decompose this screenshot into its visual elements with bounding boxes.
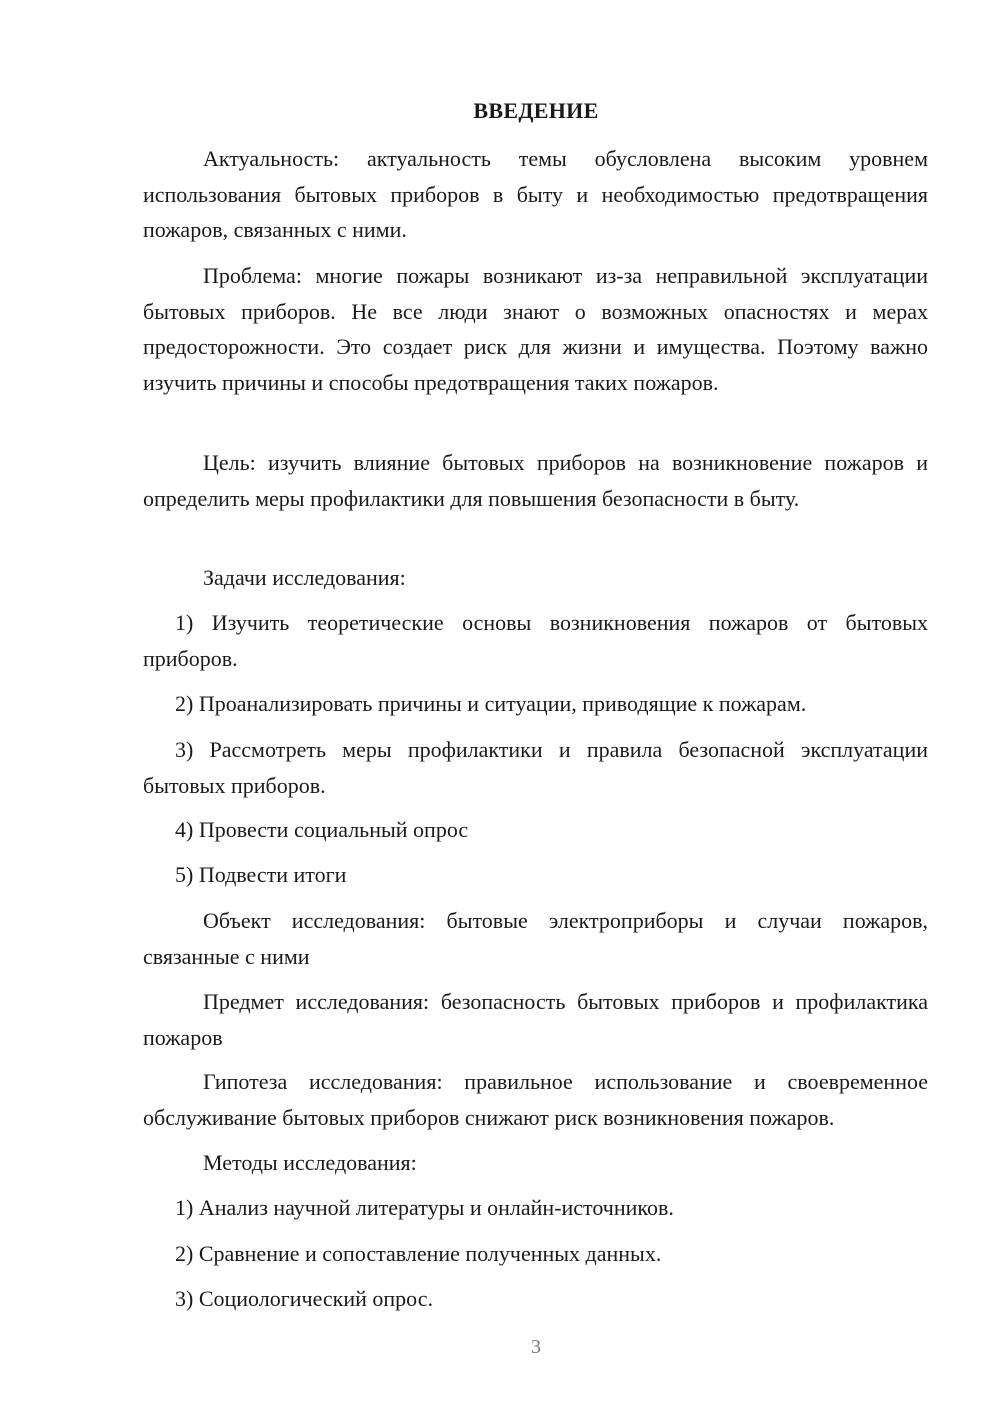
section-heading: ВВЕДЕНИЕ [473, 98, 599, 123]
page-number: 3 [531, 1336, 541, 1358]
task-item-1: 1) Изучить теоретические основы возникновения пожаров от бытовых приборов. [143, 610, 928, 671]
task-item-3: 3) Рассмотреть меры профилактики и правила безопасной эксплуатации бытовых приборов. [143, 737, 928, 798]
paragraph-goal: Цель: изучить влияние бытовых приборов на возникновение пожаров и определить меры профилактики для повышения безопасности в быту. [143, 450, 928, 511]
methods-heading: Методы исследования: [203, 1150, 417, 1175]
method-item-3: 3) Социологический опрос. [175, 1286, 433, 1311]
method-item-2: 2) Сравнение и сопоставление полученных данных. [175, 1241, 662, 1266]
paragraph-hypothesis: Гипотеза исследования: правильное использование и своевременное обслуживание бытовых приборов снижают риск возникновения пожаров. [143, 1069, 928, 1130]
paragraph-object: Объект исследования: бытовые электроприборы и случаи пожаров, связанные с ними [143, 908, 928, 969]
task-item-5: 5) Подвести итоги [175, 862, 347, 887]
task-item-2: 2) Проанализировать причины и ситуации, приводящие к пожарам. [175, 691, 807, 716]
tasks-heading: Задачи исследования: [203, 565, 406, 590]
paragraph-subject: Предмет исследования: безопасность бытовых приборов и профилактика пожаров [143, 989, 928, 1050]
method-item-1: 1) Анализ научной литературы и онлайн-источников. [175, 1195, 674, 1220]
paragraph-relevance: Актуальность: актуальность темы обусловлена высоким уровнем использования бытовых приборов в быту и необходимостью предотвращения пожаров, связанных с ними. [143, 146, 928, 242]
task-item-4: 4) Провести социальный опрос [175, 817, 469, 842]
paragraph-problem: Проблема: многие пожары возникают из-за неправильной эксплуатации бытовых приборов. Не все люди знают о возможных опасностях и мерах предосторожности. Это создает риск для жизни и имущества. Поэтому важно изучить причины и способы предотвращения таких пожаров. [143, 263, 928, 395]
